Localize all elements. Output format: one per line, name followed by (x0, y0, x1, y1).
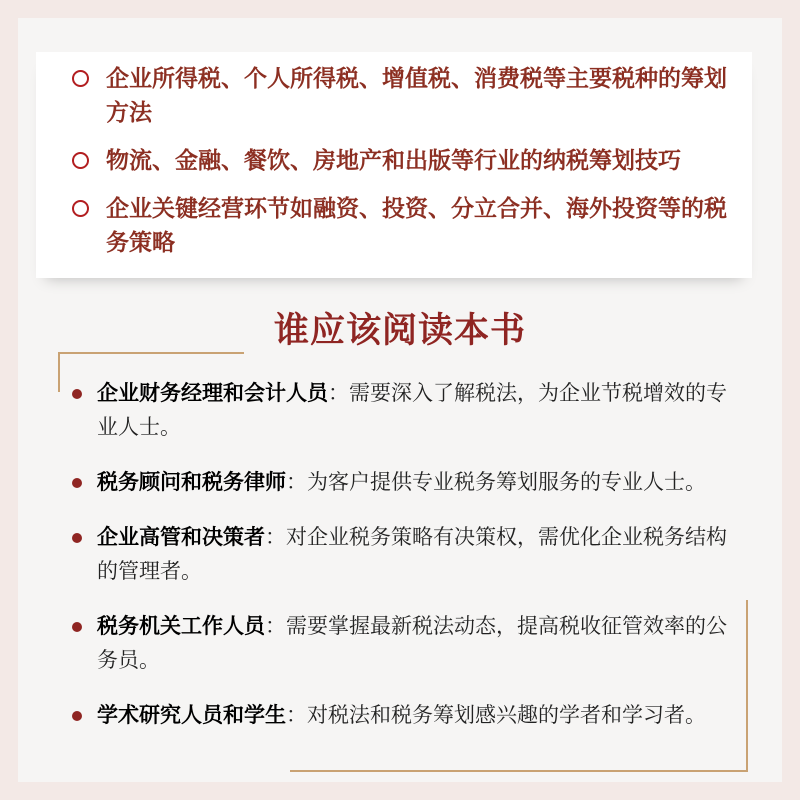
dot-bullet-icon (72, 622, 82, 632)
topic-text: 企业所得税、个人所得税、增值税、消费税等主要税种的筹划方法 (106, 66, 727, 126)
reader-description: 需要掌握最新税法动态，提高税收征管效率的公务员。 (97, 614, 727, 672)
reader-separator: ： (286, 470, 307, 494)
topic-item (36, 62, 752, 130)
section-title: 谁应该阅读本书 (273, 311, 526, 351)
reader-separator: ： (265, 525, 286, 549)
reader-role: 企业高管和决策者 (97, 525, 265, 549)
reader-role: 税务顾问和税务律师 (97, 470, 286, 494)
frame-corner-top-horizontal (58, 352, 244, 354)
reader-role: 学术研究人员和学生 (97, 703, 286, 727)
topic-text: 物流、金融、餐饮、房地产和出版等行业的纳税筹划技巧 (106, 148, 681, 174)
reader-item (0, 698, 800, 732)
reader-item (0, 609, 800, 677)
dot-bullet-icon (72, 711, 82, 721)
topic-item (36, 192, 752, 260)
circle-bullet-icon (72, 70, 89, 87)
topics-list (36, 62, 752, 274)
topics-card (36, 52, 752, 278)
circle-bullet-icon (72, 200, 89, 217)
reader-item (0, 465, 800, 499)
topic-item (36, 144, 752, 178)
reader-role: 税务机关工作人员 (97, 614, 265, 638)
reader-separator: ： (328, 381, 349, 405)
dot-bullet-icon (72, 389, 82, 399)
dot-bullet-icon (72, 533, 82, 543)
reader-separator: ： (265, 614, 286, 638)
reader-list (0, 376, 800, 753)
dot-bullet-icon (72, 478, 82, 488)
reader-description: 对税法和税务筹划感兴趣的学者和学习者。 (307, 703, 706, 727)
frame-corner-bottom-horizontal (290, 770, 748, 772)
reader-description: 为客户提供专业税务筹划服务的专业人士。 (307, 470, 706, 494)
reader-role: 企业财务经理和会计人员 (97, 381, 328, 405)
reader-description: 对企业税务策略有决策权，需优化企业税务结构的管理者。 (97, 525, 727, 583)
circle-bullet-icon (72, 152, 89, 169)
reader-item (0, 376, 800, 444)
reader-item (0, 520, 800, 588)
topic-text: 企业关键经营环节如融资、投资、分立合并、海外投资等的税务策略 (106, 196, 727, 256)
reader-separator: ： (286, 703, 307, 727)
reader-description: 需要深入了解税法，为企业节税增效的专业人士。 (97, 381, 727, 439)
